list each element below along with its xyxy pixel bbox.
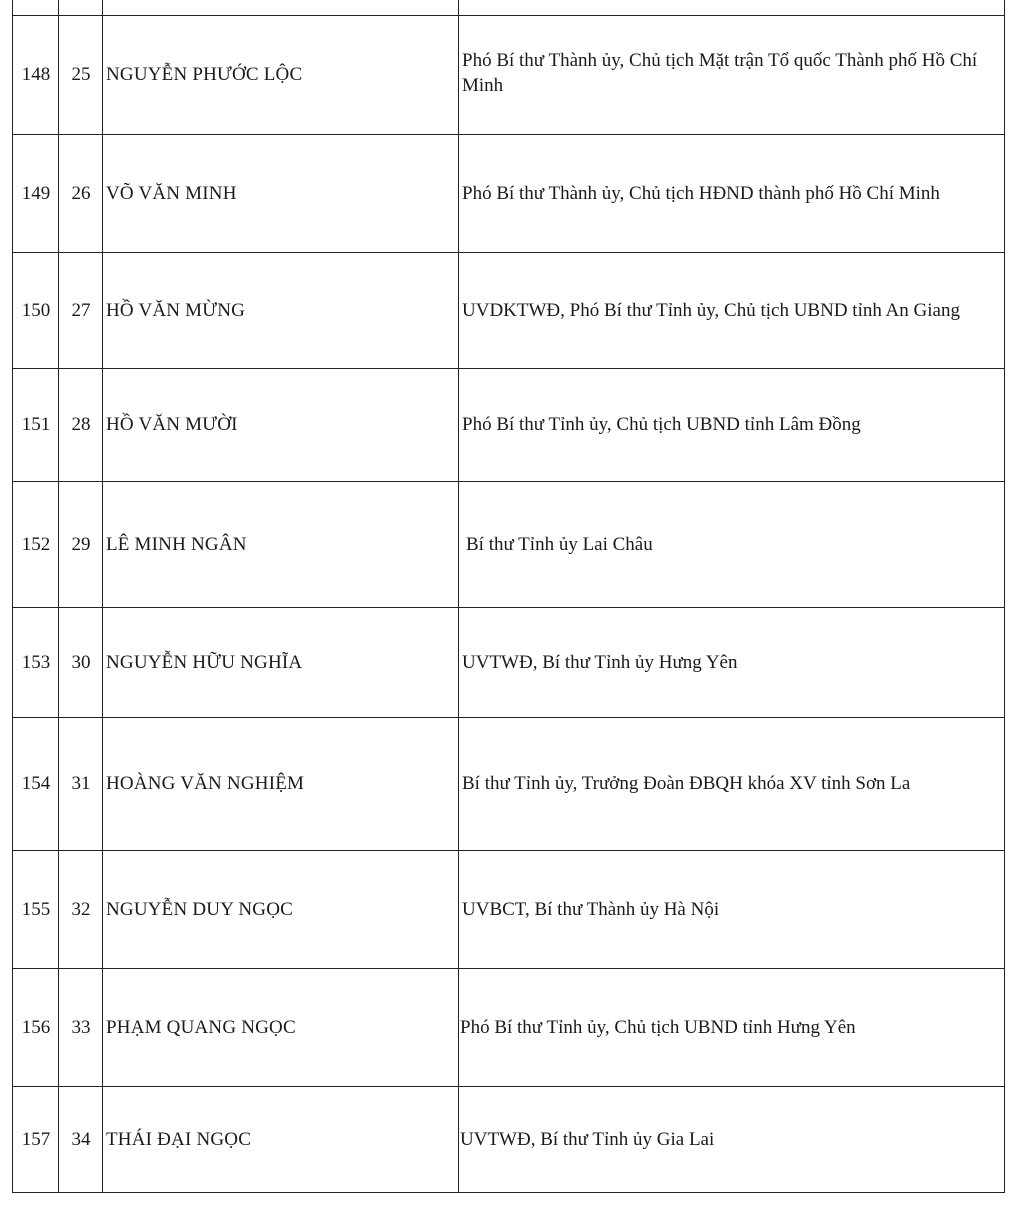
number-cell: 33 bbox=[71, 1016, 91, 1038]
name-cell: VÕ VĂN MINH bbox=[106, 182, 237, 204]
position-cell: UVBCT, Bí thư Thành ủy Hà Nội bbox=[462, 898, 720, 920]
stt-cell: 155 bbox=[21, 898, 51, 920]
name-cell: THÁI ĐẠI NGỌC bbox=[106, 1128, 252, 1150]
number-cell: 31 bbox=[71, 773, 91, 794]
grid-line-stt bbox=[58, 0, 59, 1193]
grid-line-right bbox=[1004, 0, 1005, 1193]
stt-cell: 148 bbox=[21, 64, 51, 85]
grid-line-name bbox=[458, 0, 459, 1193]
stt-cell: 157 bbox=[21, 1128, 51, 1150]
number-cell: 30 bbox=[71, 651, 91, 673]
number-cell: 29 bbox=[71, 533, 91, 555]
stt-cell: 156 bbox=[21, 1016, 51, 1038]
position-cell: Phó Bí thư Tỉnh ủy, Chủ tịch UBND tỉnh Lâm Đồng bbox=[462, 414, 861, 435]
name-cell: HỒ VĂN MƯỜI bbox=[106, 414, 238, 435]
number-cell: 34 bbox=[71, 1128, 91, 1150]
position-cell: Phó Bí thư Thành ủy, Chủ tịch HĐND thành phố Hồ Chí Minh bbox=[462, 182, 940, 204]
number-cell: 26 bbox=[71, 182, 91, 204]
grid-line-left bbox=[12, 0, 13, 1193]
position-cell: UVTWĐ, Bí thư Tỉnh ủy Gia Lai bbox=[460, 1128, 715, 1150]
name-cell: NGUYỄN DUY NGỌC bbox=[106, 898, 294, 920]
stt-cell: 153 bbox=[21, 651, 51, 673]
number-cell: 32 bbox=[71, 898, 91, 920]
row-divider bbox=[12, 1192, 1005, 1193]
name-cell: PHẠM QUANG NGỌC bbox=[106, 1016, 296, 1038]
position-cell: Phó Bí thư Thành ủy, Chủ tịch Mặt trận Tổ quốc Thành phố Hồ Chí Minh bbox=[462, 49, 978, 96]
number-cell: 25 bbox=[71, 64, 91, 85]
stt-cell: 151 bbox=[21, 414, 51, 435]
number-cell: 27 bbox=[71, 299, 91, 321]
position-cell: Phó Bí thư Tỉnh ủy, Chủ tịch UBND tỉnh Hưng Yên bbox=[460, 1016, 856, 1038]
stt-cell: 149 bbox=[21, 182, 51, 204]
position-cell: UVDKTWĐ, Phó Bí thư Tỉnh ủy, Chủ tịch UBND tỉnh An Giang bbox=[462, 299, 960, 321]
name-cell: NGUYỄN HỮU NGHĨA bbox=[106, 651, 303, 673]
position-cell: Bí thư Tỉnh ủy Lai Châu bbox=[466, 533, 653, 555]
position-cell: UVTWĐ, Bí thư Tỉnh ủy Hưng Yên bbox=[462, 651, 738, 673]
position-cell: Bí thư Tỉnh ủy, Trưởng Đoàn ĐBQH khóa XV tỉnh Sơn La bbox=[462, 773, 911, 794]
name-cell: LÊ MINH NGÂN bbox=[106, 533, 247, 555]
stt-cell: 154 bbox=[21, 773, 51, 794]
name-cell: HỒ VĂN MỪNG bbox=[106, 299, 246, 321]
grid-line-num bbox=[102, 0, 103, 1193]
name-cell: NGUYỄN PHƯỚC LỘC bbox=[106, 64, 303, 85]
name-cell: HOÀNG VĂN NGHIỆM bbox=[106, 773, 305, 794]
number-cell: 28 bbox=[71, 414, 91, 435]
stt-cell: 150 bbox=[21, 299, 51, 321]
stt-cell: 152 bbox=[21, 533, 51, 555]
